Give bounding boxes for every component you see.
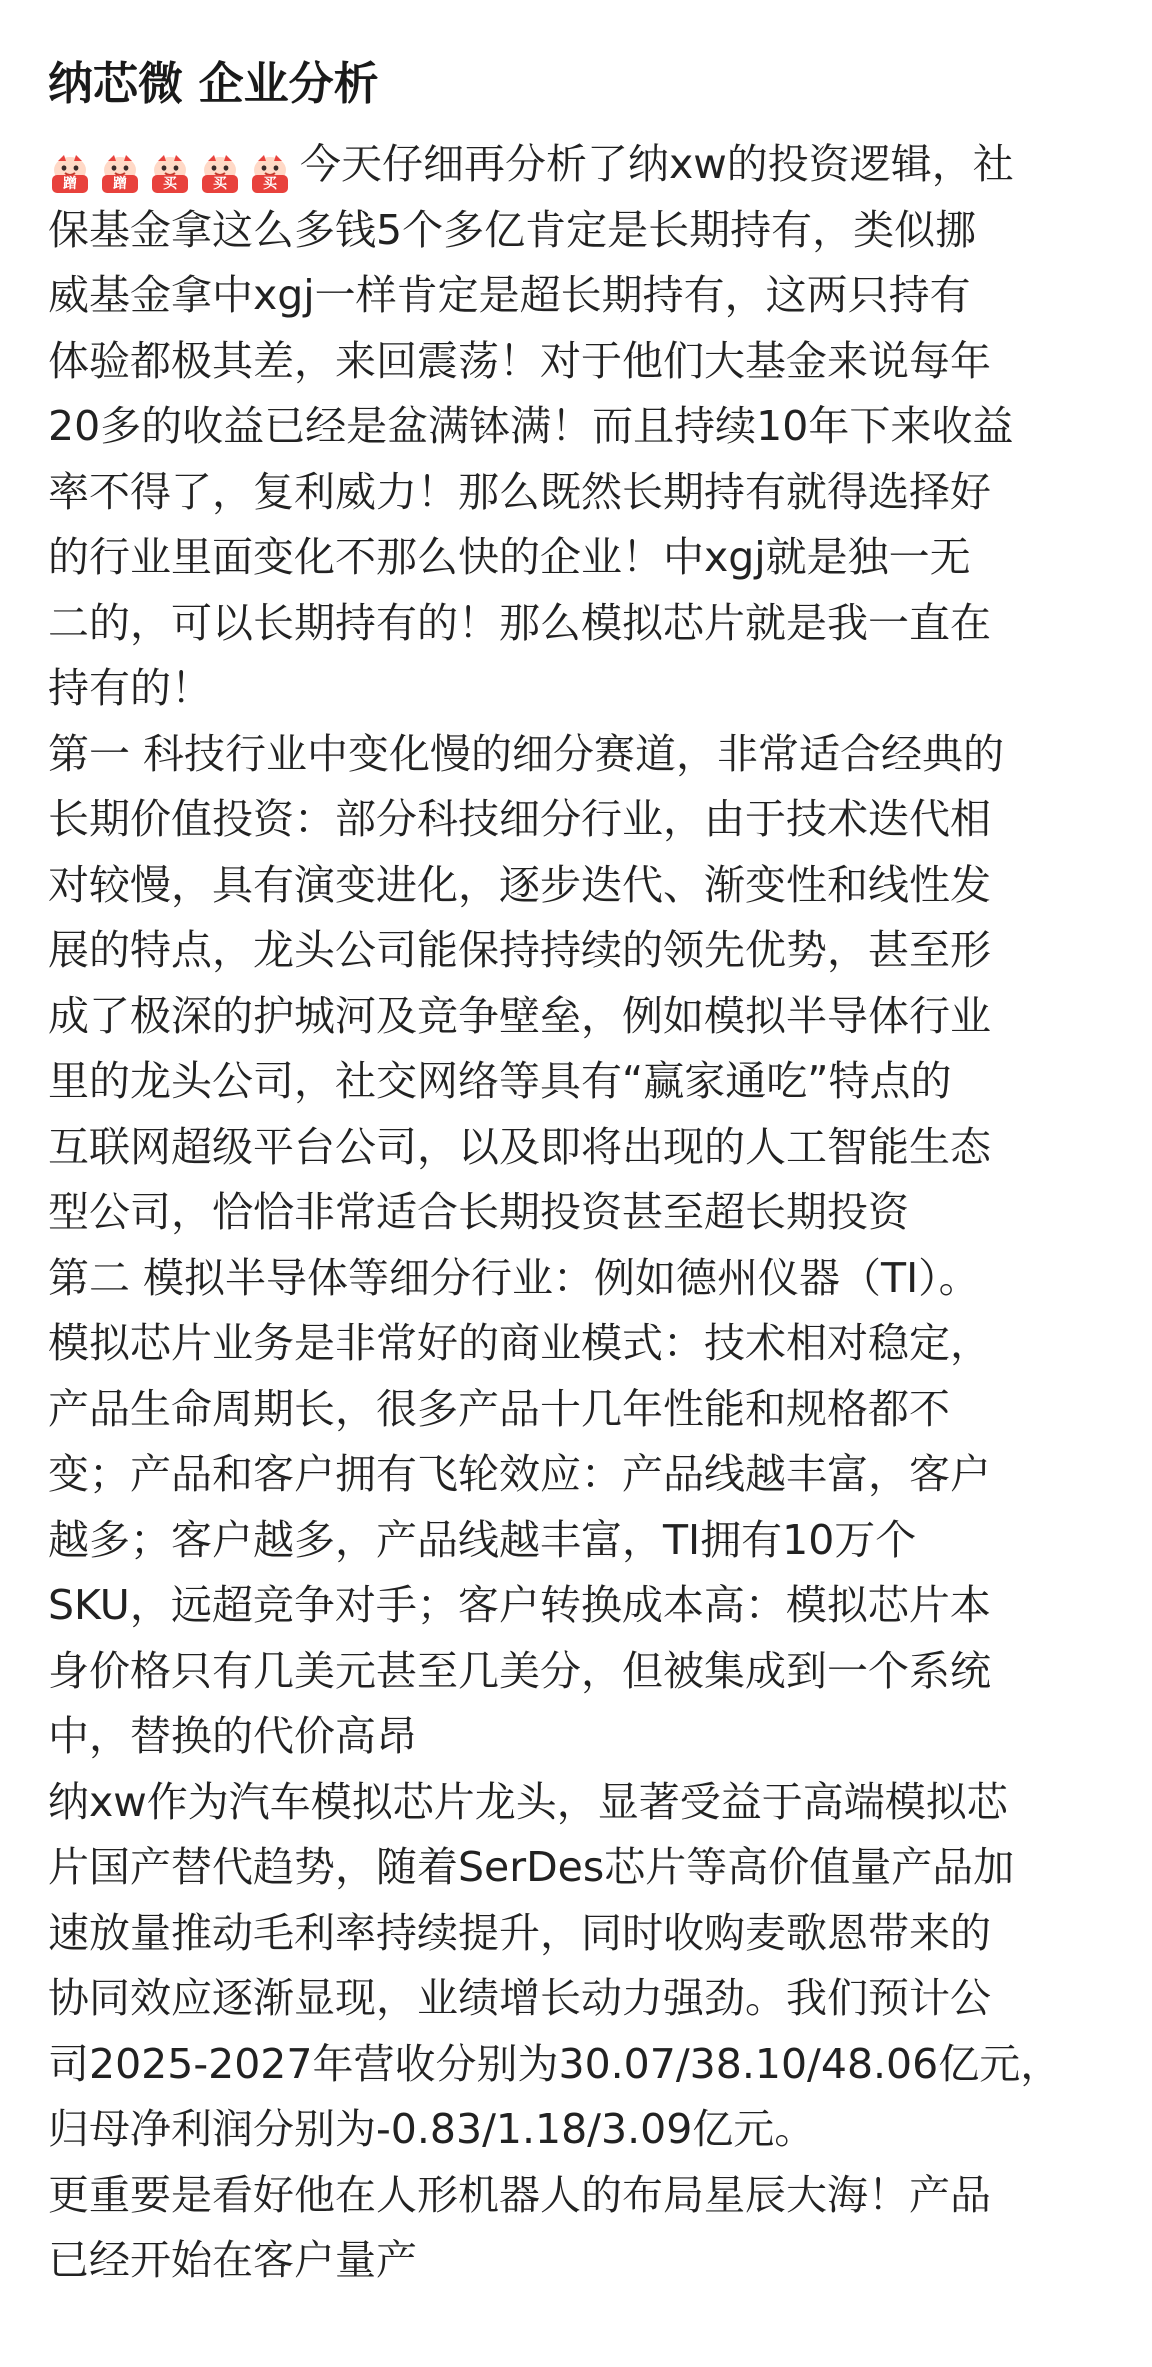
sticker-mai-icon: 买 — [148, 151, 192, 195]
text-line: 协同效应逐渐显现，业绩增长动力强劲。我们预计公 — [48, 1974, 991, 2022]
text-line: 型公司，恰恰非常适合长期投资甚至超长期投资 — [48, 1188, 909, 1236]
sticker-ceng-icon: 蹭 — [98, 151, 142, 195]
text-line: 第一 科技行业中变化慢的细分赛道，非常适合经典的 — [48, 729, 1005, 778]
text-line: 片国产替代趋势，随着SerDes芯片等高价值量产品加 — [48, 1843, 1015, 1891]
text-line: 归母净利润分别为-0.83/1.18/3.09亿元。 — [48, 2105, 816, 2153]
text-line: 展的特点，龙头公司能保持持续的领先优势，甚至形 — [48, 926, 991, 974]
sticker-ceng-icon: 蹭 — [48, 151, 92, 195]
paragraph-point-one — [48, 722, 1108, 1246]
text-line: 的行业里面变化不那么快的企业！中xgj就是独一无 — [48, 533, 971, 581]
text-line: 互联网超级平台公司，以及即将出现的人工智能生态 — [48, 1122, 991, 1171]
text-line: 长期价值投资：部分科技细分行业，由于技术迭代相 — [48, 795, 991, 843]
text-line: 已经开始在客户量产 — [48, 2236, 417, 2284]
sticker-mai-icon: 买 — [248, 151, 292, 195]
text-line: 越多；客户越多，产品线越丰富，TI拥有10万个 — [48, 1515, 917, 1564]
text-line: 率不得了，复利威力！那么既然长期持有就得选择好 — [48, 467, 991, 516]
text-line: 身价格只有几美元甚至几美分，但被集成到一个系统 — [48, 1646, 991, 1695]
text-line: 中，替换的代价高昂 — [48, 1712, 417, 1760]
post — [48, 40, 1108, 2294]
text-line: 威基金拿中xgj一样肯定是超长期持有，这两只持有 — [48, 271, 971, 319]
text-line: 里的龙头公司，社交网络等具有“赢家通吃”特点的 — [48, 1057, 952, 1105]
text-line: 变；产品和客户拥有飞轮效应：产品线越丰富，客户 — [48, 1450, 991, 1498]
paragraph-point-two — [48, 1246, 1108, 1770]
text-line: 速放量推动毛利率持续提升，同时收购麦歌恩带来的 — [48, 1908, 991, 1957]
post-body — [48, 132, 1108, 2294]
text-line: 保基金拿这么多钱5个多亿肯定是长期持有，类似挪 — [48, 205, 977, 254]
text-line: 体验都极其差，来回震荡！对于他们大基金来说每年 — [48, 336, 991, 385]
sticker-row — [48, 138, 298, 204]
text-line: 持有的！ — [48, 664, 212, 712]
post-title: 纳芯微 企业分析 — [48, 57, 379, 110]
text-line: 产品生命周期长，很多产品十几年性能和规格都不 — [48, 1384, 950, 1433]
paragraph-intro — [48, 132, 1108, 722]
paragraph-company-outlook — [48, 1770, 1108, 2163]
text-line: 模拟芯片业务是非常好的商业模式：技术相对稳定， — [48, 1319, 991, 1367]
text-line: 对较慢，具有演变进化，逐步迭代、渐变性和线性发 — [48, 860, 991, 909]
text-line: 20多的收益已经是盆满钵满！而且持续10年下来收益 — [48, 402, 1014, 450]
text-line: 司2025-2027年营收分别为30.07/38.10/48.06亿元， — [48, 2039, 1062, 2088]
text-line: 纳xw作为汽车模拟芯片龙头，显著受益于高端模拟芯 — [48, 1777, 1008, 1826]
sticker-mai-icon: 买 — [198, 151, 242, 195]
text-line: 成了极深的护城河及竞争壁垒，例如模拟半导体行业 — [48, 991, 991, 1040]
paragraph-robotics — [48, 2163, 1108, 2294]
text-line: SKU，远超竞争对手；客户转换成本高：模拟芯片本 — [48, 1581, 991, 1629]
text-line: 第二 模拟半导体等细分行业：例如德州仪器（TI）。 — [48, 1253, 980, 1302]
text-line: 二的，可以长期持有的！那么模拟芯片就是我一直在 — [48, 598, 991, 647]
text-line: 更重要是看好他在人形机器人的布局星辰大海！产品 — [48, 2170, 991, 2219]
text-line: 蹭 蹭 买 买 买 今天仔细再分析了纳xw的投资逻辑，社 — [48, 132, 1108, 198]
